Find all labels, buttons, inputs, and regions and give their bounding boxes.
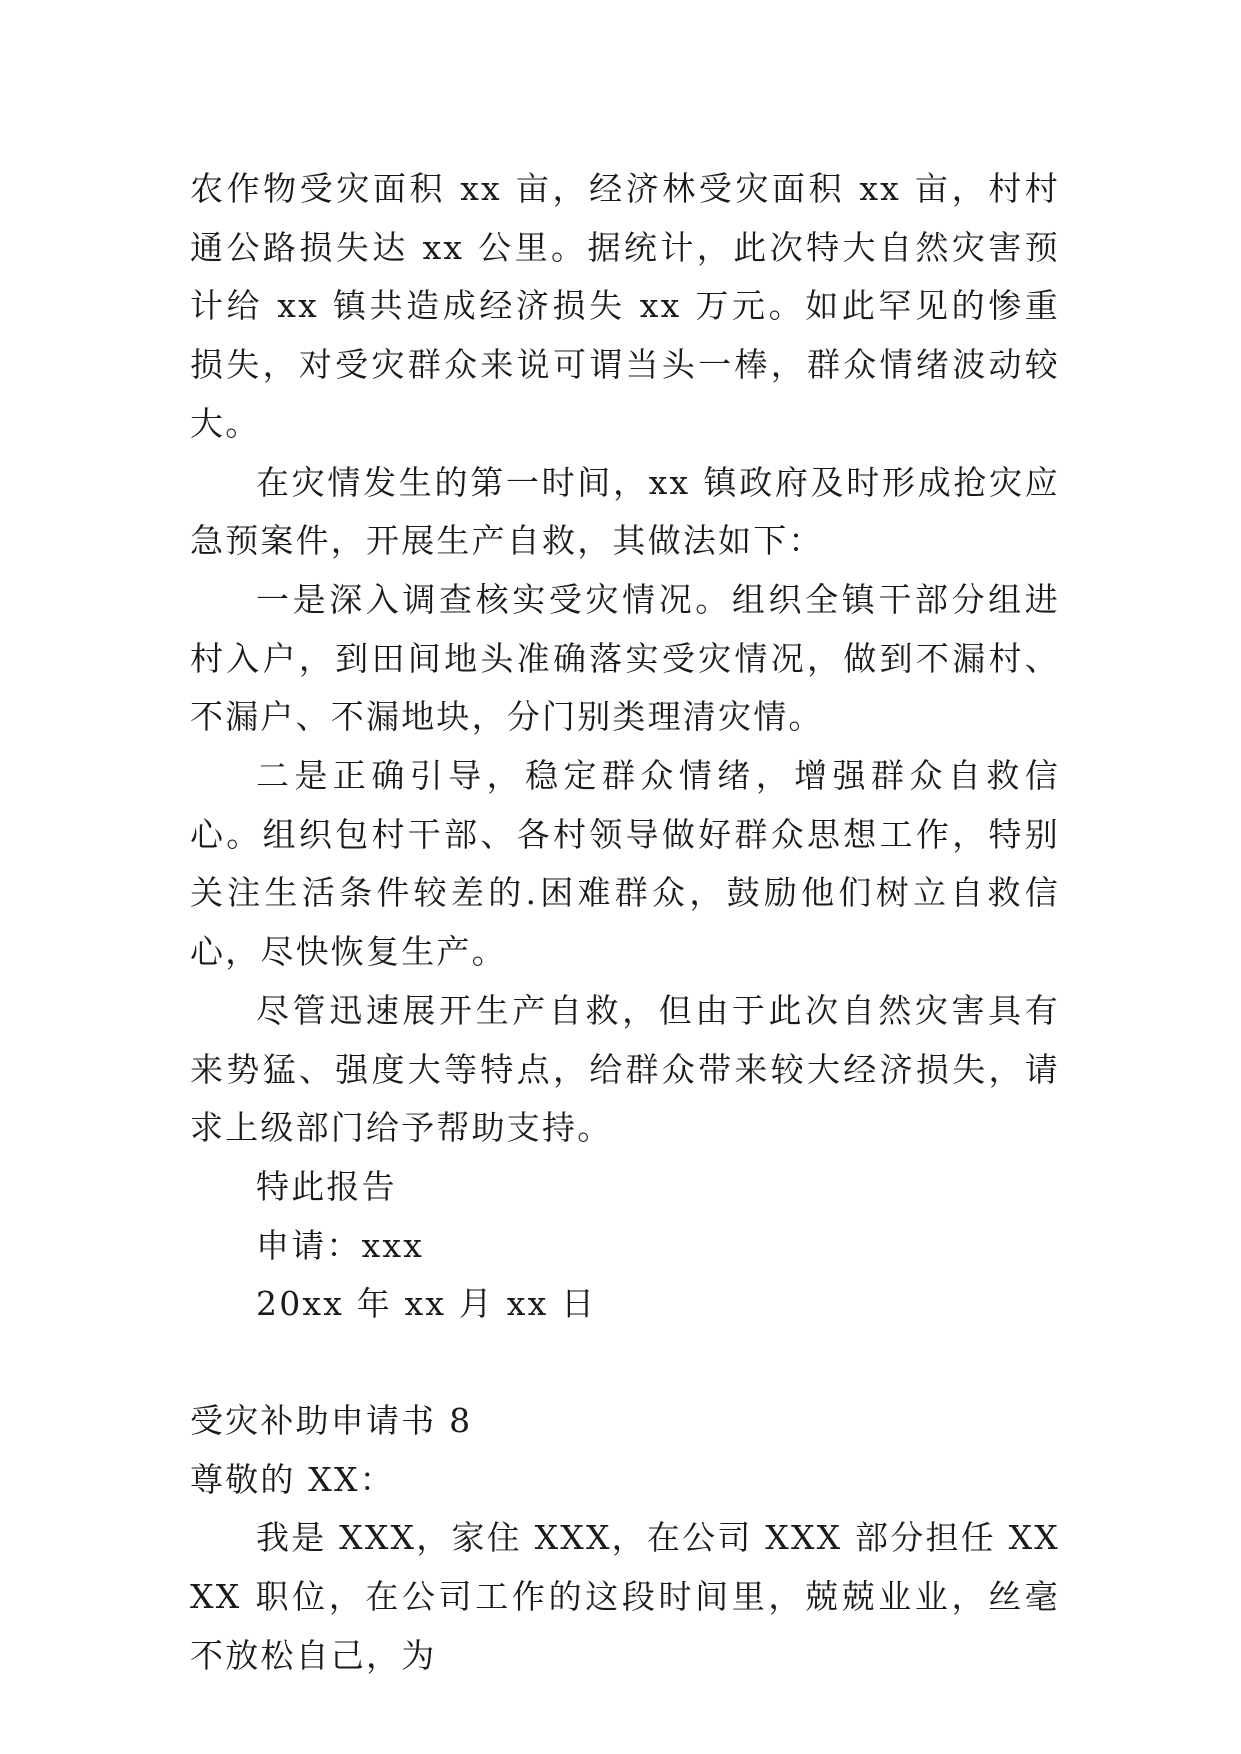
paragraph-measure-two: 二是正确引导，稳定群众情绪，增强群众自救信心。组织包村干部、各村领导做好群众思想工作，特别关注生活条件较差的.困难群众，鼓励他们树立自救信心，尽快恢复生产。 — [190, 756, 1060, 972]
closing-date: 20xx 年 xx 月 xx 日 — [256, 1284, 597, 1324]
paragraph-request: 尽管迅速展开生产自救，但由于此次自然灾害具有来势猛、强度大等特点，给群众带来较大经济损失，请求上级部门给予帮助支持。 — [190, 990, 1060, 1148]
closing-report: 特此报告 — [256, 1166, 397, 1206]
salutation: 尊敬的 XX： — [190, 1459, 395, 1499]
paragraph-emergency-response: 在灾情发生的第一时间，xx 镇政府及时形成抢灾应急预案件，开展生产自救，其做法如下： — [190, 462, 1060, 561]
document-body — [190, 160, 1060, 1686]
paragraph-measure-one: 一是深入调查核实受灾情况。组织全镇干部分组进村入户，到田间地头准确落实受灾情况，做到不漏村、不漏户、不漏地块，分门别类理清灾情。 — [190, 579, 1060, 737]
paragraph-applicant-intro: 我是 XXX，家住 XXX，在公司 XXX 部分担任 XXXX 职位，在公司工作的这段时间里，兢兢业业，丝毫不放松自己，为 — [190, 1518, 1060, 1675]
closing-applicant: 申请：xxx — [256, 1225, 425, 1265]
section-title: 受灾补助申请书 8 — [190, 1401, 473, 1441]
paragraph-loss-summary: 农作物受灾面积 xx 亩，经济林受灾面积 xx 亩，村村通公路损失达 xx 公里。据统计，此次特大自然灾害预计给 xx 镇共造成经济损失 xx 万元。如此罕见的惨重损失，对受灾群众来说可谓当头一棒，群众情绪波动较大。 — [190, 169, 1060, 443]
